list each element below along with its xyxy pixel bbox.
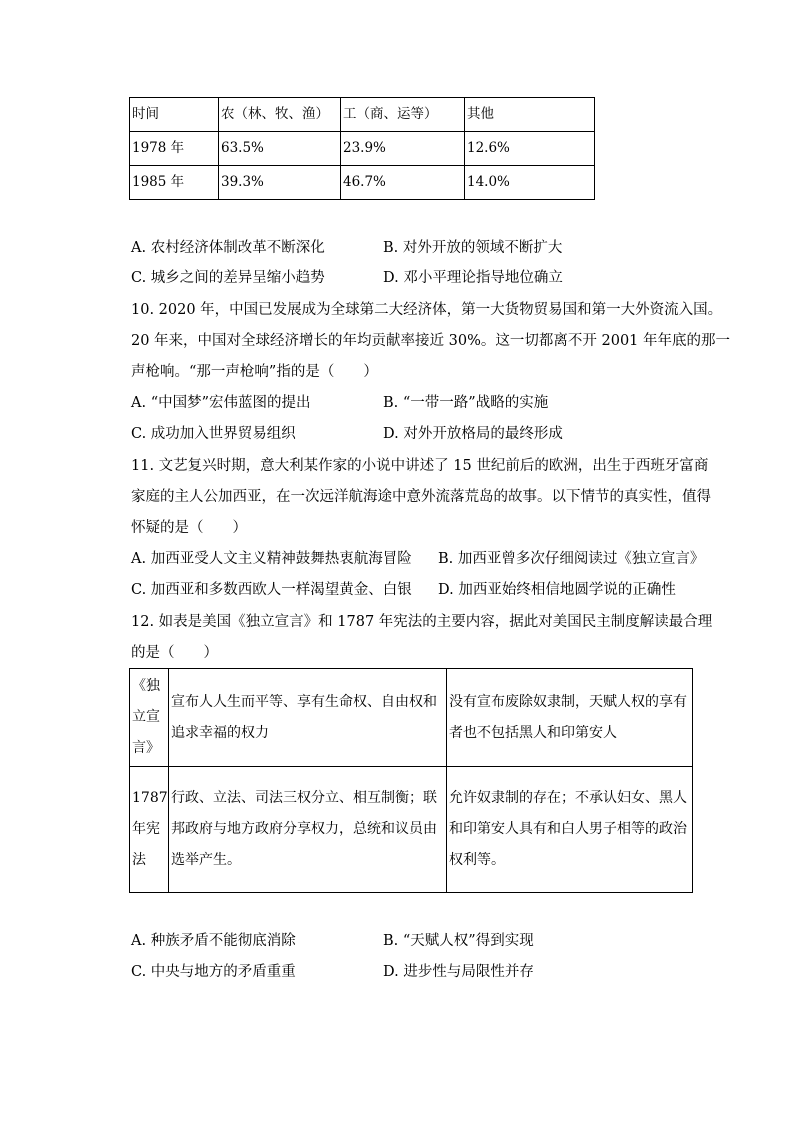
table-header-row (130, 98, 595, 132)
q9-option-a[interactable]: A. 农村经济体制改革不断深化 (131, 240, 325, 256)
q9-option-d[interactable]: D. 邓小平理论指导地位确立 (383, 270, 563, 286)
table-cell: 《独立宣言》 (130, 669, 169, 767)
q10-option-d[interactable]: D. 对外开放格局的最终形成 (383, 426, 563, 442)
q11-option-d[interactable]: D. 加西亚始终相信地圆学说的正确性 (438, 582, 676, 598)
q11-stem-line: 家庭的主人公加西亚，在一次远洋航海途中意外流落荒岛的故事。以下情节的真实性，值得 (131, 489, 711, 505)
q12-option-b[interactable]: B. “天赋人权”得到实现 (383, 933, 534, 949)
q10-option-b[interactable]: B. “一带一路”战略的实施 (383, 395, 549, 411)
table-cell: 农（林、牧、渔） (219, 98, 341, 132)
table-cell: 没有宣布废除奴隶制，天赋人权的享有者也不包括黑人和印第安人 (447, 669, 693, 767)
q10-stem-line: 声枪响。“那一声枪响”指的是（ ） (131, 364, 378, 380)
table-cell: 允许奴隶制的存在；不承认妇女、黑人和印第安人具有和白人男子相等的政治权利等。 (447, 767, 693, 893)
table-row (130, 669, 693, 767)
q11-stem-line: 怀疑的是（ ） (131, 520, 247, 536)
q12-stem-line: 12. 如表是美国《独立宣言》和 1787 年宪法的主要内容，据此对美国民主制度解读最合理 (131, 614, 713, 630)
q11-option-c[interactable]: C. 加西亚和多数西欧人一样渴望黄金、白银 (131, 582, 412, 598)
q10-option-a[interactable]: A. “中国梦”宏伟蓝图的提出 (131, 395, 311, 411)
table-cell: 宣布人人生而平等、享有生命权、自由权和追求幸福的权力 (169, 669, 447, 767)
table-cell: 14.0% (465, 166, 595, 200)
table-cell: 1787 年宪法 (130, 767, 169, 893)
q10-stem-line: 20 年来，中国对全球经济增长的年均贡献率接近 30%。这一切都离不开 2001 年年底的那一 (131, 333, 731, 349)
q12-stem-line: 的是（ ） (131, 645, 218, 661)
q12-option-a[interactable]: A. 种族矛盾不能彻底消除 (131, 933, 296, 949)
q11-stem-line: 11. 文艺复兴时期，意大利某作家的小说中讲述了 15 世纪前后的欧洲，出生于西班牙富商 (131, 458, 709, 474)
us-democracy-table (129, 668, 693, 893)
table-cell: 时间 (130, 98, 219, 132)
table-cell: 12.6% (465, 132, 595, 166)
employment-structure-table (129, 97, 595, 200)
q10-option-c[interactable]: C. 成功加入世界贸易组织 (131, 426, 296, 442)
table-cell: 1978 年 (130, 132, 219, 166)
q12-option-c[interactable]: C. 中央与地方的矛盾重重 (131, 964, 296, 980)
q12-option-d[interactable]: D. 进步性与局限性并存 (383, 964, 534, 980)
table-row (130, 166, 595, 200)
q10-stem-line: 10. 2020 年，中国已发展成为全球第二大经济体，第一大货物贸易国和第一大外资流入国。 (131, 302, 723, 318)
table-row (130, 132, 595, 166)
table-cell: 1985 年 (130, 166, 219, 200)
q11-option-a[interactable]: A. 加西亚受人文主义精神鼓舞热衷航海冒险 (131, 551, 412, 567)
q9-option-c[interactable]: C. 城乡之间的差异呈缩小趋势 (131, 270, 325, 286)
table-cell: 63.5% (219, 132, 341, 166)
table-cell: 46.7% (341, 166, 465, 200)
table-cell: 23.9% (341, 132, 465, 166)
table-cell: 行政、立法、司法三权分立、相互制衡；联邦政府与地方政府分享权力，总统和议员由选举产生。 (169, 767, 447, 893)
q11-option-b[interactable]: B. 加西亚曾多次仔细阅读过《独立宣言》 (438, 551, 705, 567)
q9-option-b[interactable]: B. 对外开放的领域不断扩大 (383, 240, 563, 256)
table-cell: 39.3% (219, 166, 341, 200)
table-row (130, 767, 693, 893)
table-cell: 工（商、运等） (341, 98, 465, 132)
table-cell: 其他 (465, 98, 595, 132)
